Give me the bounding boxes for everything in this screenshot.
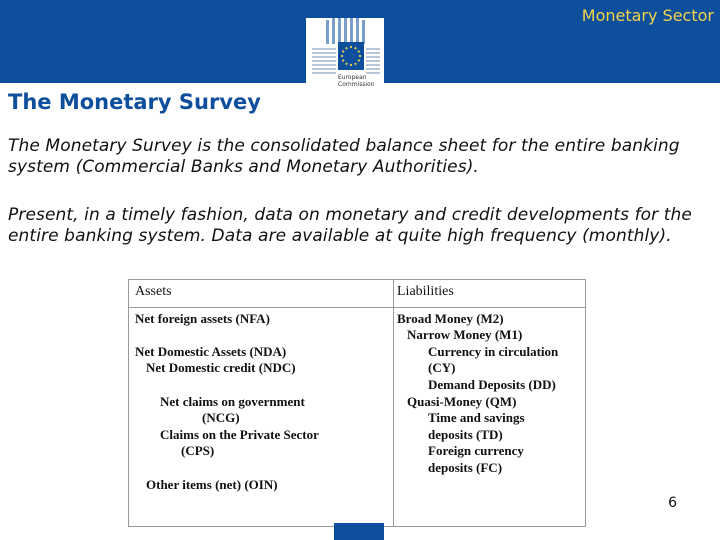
asset-cps: (CPS) — [181, 443, 215, 458]
asset-oin: Other items (net) (OIN) — [146, 477, 278, 492]
liab-qm: Quasi-Money (QM) — [407, 394, 517, 409]
european-commission-logo — [306, 18, 384, 98]
intro-paragraph: The Monetary Survey is the consolidated balance sheet for the entire banking system (Commercial Banks and Monetary Authorities). — [8, 136, 680, 177]
page-title: The Monetary Survey — [8, 90, 261, 114]
monetary-survey-table — [128, 279, 586, 527]
assets-header: Assets — [135, 284, 172, 299]
liab-foreign-currency: Foreign currency — [428, 443, 524, 458]
liab-time-savings: Time and savings — [428, 410, 525, 425]
purpose-paragraph: Present, in a timely fashion, data on monetary and credit developments for the entire banking system. Data are available at quite high frequency (monthly). — [8, 205, 692, 246]
asset-nda: Net Domestic Assets (NDA) — [135, 344, 287, 359]
logo-line-european: European — [338, 74, 367, 81]
liab-m1: Narrow Money (M1) — [407, 327, 523, 342]
section-title: Monetary Sector — [581, 6, 714, 25]
column-divider — [393, 280, 394, 526]
asset-net-claims-gov: Net claims on government — [160, 394, 305, 409]
liab-td: deposits (TD) — [428, 427, 503, 442]
header-divider — [129, 307, 585, 308]
logo-line-commission: Commission — [338, 81, 375, 88]
liab-dd: Demand Deposits (DD) — [428, 377, 556, 392]
liab-fc: deposits (FC) — [428, 460, 503, 475]
liab-m2: Broad Money (M2) — [397, 311, 504, 326]
asset-claims-private: Claims on the Private Sector — [160, 427, 319, 442]
asset-ndc: Net Domestic credit (NDC) — [146, 360, 296, 375]
logo-text — [338, 74, 375, 88]
liab-currency: Currency in circulation — [428, 344, 559, 359]
asset-nfa: Net foreign assets (NFA) — [135, 311, 270, 326]
liab-cy: (CY) — [428, 360, 456, 375]
footer-accent-bar — [334, 523, 384, 540]
page-number: 6 — [668, 495, 677, 511]
liabilities-header: Liabilities — [397, 284, 454, 299]
asset-ncg: (NCG) — [202, 410, 240, 425]
